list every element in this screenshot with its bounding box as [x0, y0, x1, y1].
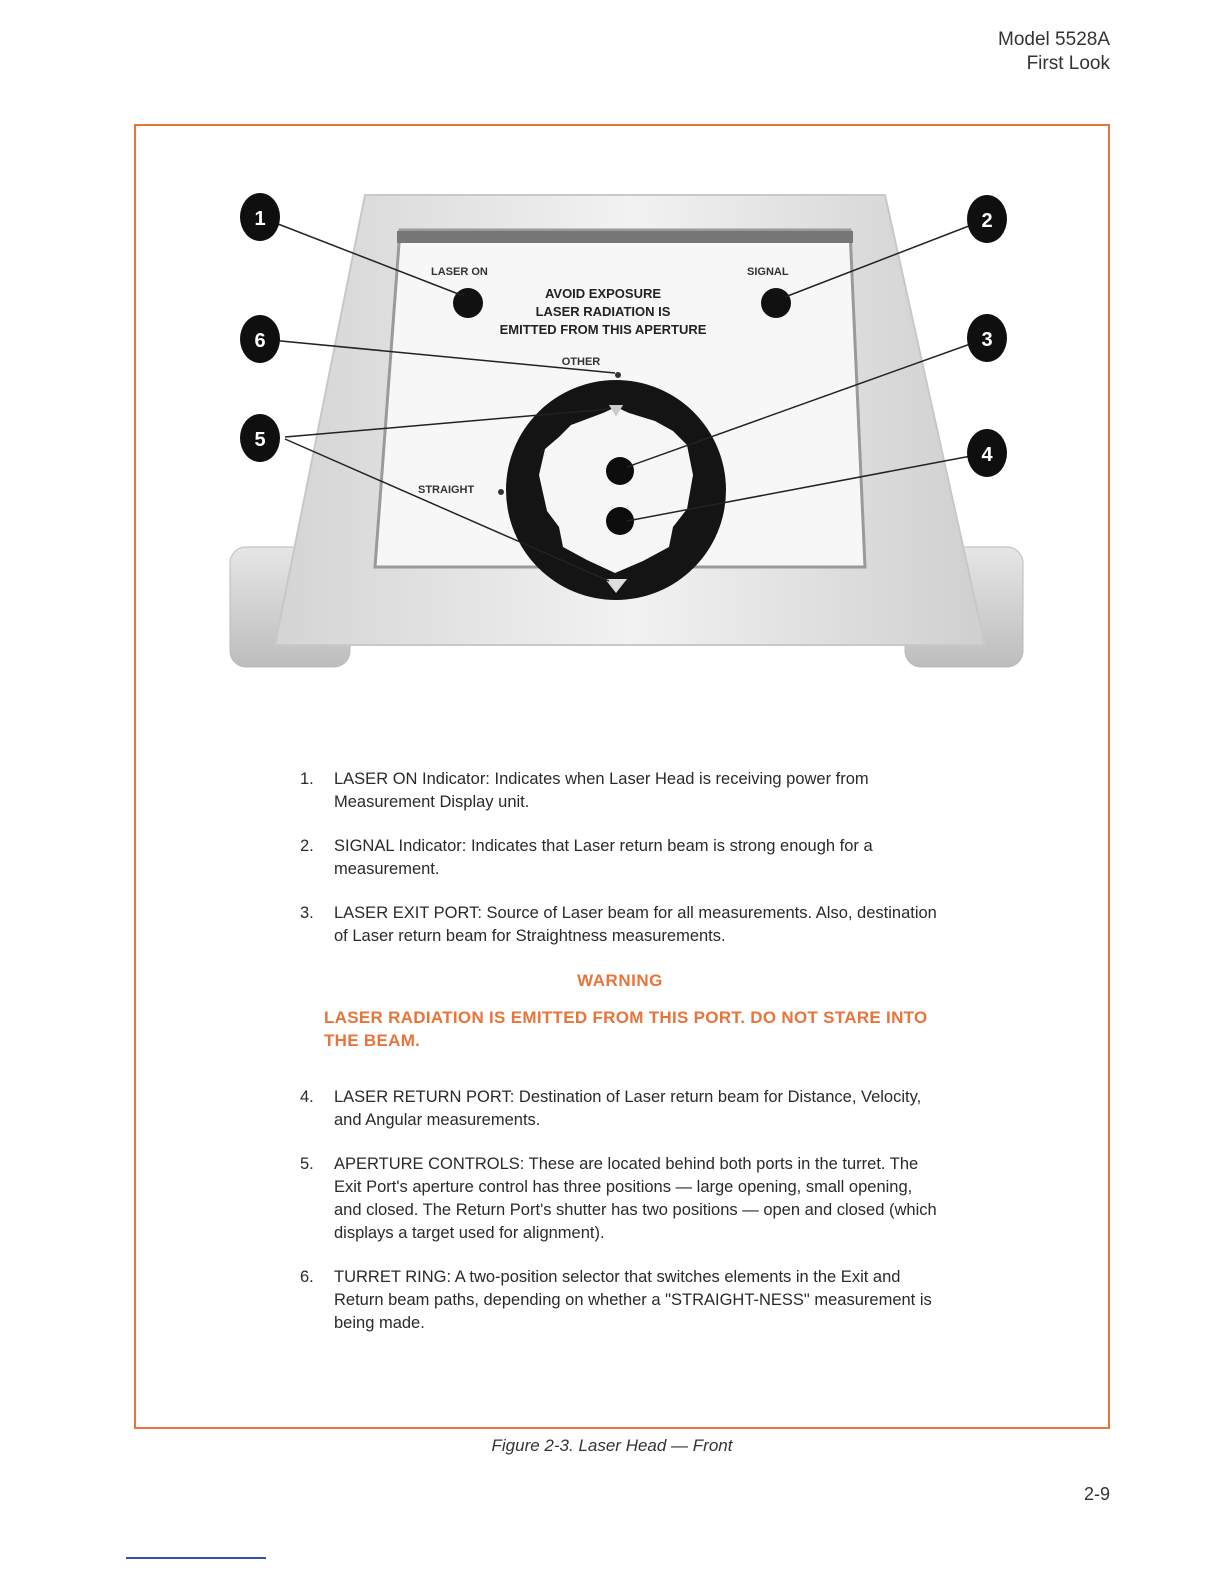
callout-5: [240, 414, 280, 462]
item-number: 1.: [300, 770, 314, 788]
item-number: 5.: [300, 1155, 314, 1173]
item-text: APERTURE CONTROLS: These are located behind both ports in the turret. The Exit Port's aperture control has three positions — large opening, small opening, and closed. The Return Port's shutter has two positions — open and closed (which displays a target used for alignment).: [334, 1155, 937, 1242]
avoid-exposure-line2: LASER RADIATION IS: [535, 304, 671, 319]
list-item-4: [300, 1086, 940, 1132]
item-text: LASER EXIT PORT: Source of Laser beam for all measurements. Also, destination of Laser return beam for Straightness measurements.: [334, 904, 937, 945]
laser-on-indicator: [453, 288, 483, 318]
item-text: SIGNAL Indicator: Indicates that Laser return beam is strong enough for a measurement.: [334, 837, 873, 878]
straight-dot: [498, 489, 504, 495]
svg-text:1: 1: [254, 208, 266, 230]
straight-label: STRAIGHT: [418, 484, 475, 496]
item-number: 6.: [300, 1268, 314, 1286]
item-number: 3.: [300, 904, 314, 922]
item-text: LASER RETURN PORT: Destination of Laser return beam for Distance, Velocity, and Angular measurements.: [334, 1088, 922, 1129]
list-item-2: [300, 835, 940, 881]
callout-3: [967, 314, 1007, 362]
item-text: LASER ON Indicator: Indicates when Laser Head is receiving power from Measurement Display unit.: [334, 770, 869, 811]
other-label: OTHER: [561, 356, 601, 368]
figure-caption: Figure 2-3. Laser Head — Front: [491, 1436, 733, 1455]
callout-6: [240, 315, 280, 363]
callout-2: [967, 195, 1007, 243]
list-item-3: [300, 902, 940, 948]
other-dot: [615, 372, 621, 378]
list-item-5: [300, 1153, 940, 1245]
list-item-6: [300, 1266, 940, 1335]
signal-label: SIGNAL: [747, 266, 789, 278]
avoid-exposure-line3: EMITTED FROM THIS APERTURE: [499, 322, 707, 337]
svg-text:2: 2: [981, 210, 993, 232]
signal-indicator: [761, 288, 791, 318]
avoid-exposure-line1: AVOID EXPOSURE: [544, 286, 662, 301]
laser-head-photo: [225, 175, 1025, 695]
footer-rule: [126, 1557, 266, 1559]
svg-text:4: 4: [981, 444, 993, 466]
header-model: Model 5528A: [998, 29, 1110, 50]
svg-text:6: 6: [254, 330, 266, 352]
svg-text:5: 5: [254, 429, 266, 451]
list-item-1: [300, 768, 940, 814]
laser-exit-port: [606, 457, 634, 485]
item-number: 2.: [300, 837, 314, 855]
callout-1: [240, 193, 280, 241]
page-number: 2-9: [1083, 1484, 1110, 1504]
callout-4: [967, 429, 1007, 477]
panel-top-strip: [397, 231, 853, 243]
warning-body: LASER RADIATION IS EMITTED FROM THIS PORT. DO NOT STARE INTO THE BEAM.: [324, 1008, 928, 1050]
description-list: [300, 768, 940, 1356]
header-section: First Look: [1026, 53, 1110, 74]
svg-text:3: 3: [981, 329, 993, 351]
item-number: 4.: [300, 1088, 314, 1106]
item-text: TURRET RING: A two-position selector that switches elements in the Exit and Return beam paths, depending on whether a "STRAIGHT-NESS" measurement is being made.: [334, 1268, 932, 1332]
warning-title: WARNING: [577, 971, 663, 990]
laser-on-label: LASER ON: [431, 266, 488, 278]
